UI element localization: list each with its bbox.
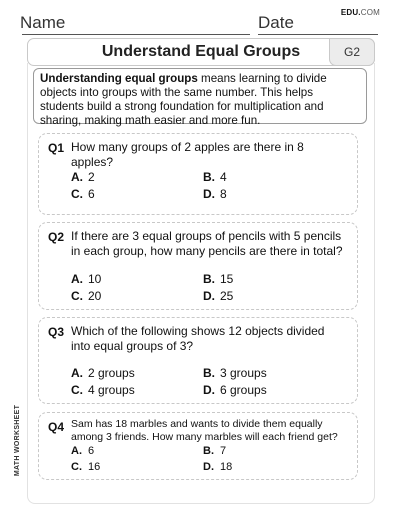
side-label: MATH WORKSHEET [14,404,22,477]
name-line[interactable] [22,34,250,35]
question-card-1 [38,133,358,215]
question-number: Q2 [48,230,65,244]
option-d[interactable]: D. 25 [203,289,234,303]
option-d[interactable]: D. 18 [203,461,233,473]
date-label: Date [258,13,294,32]
option-b[interactable]: B. 7 [203,445,227,457]
option-b[interactable]: B. 15 [203,272,234,286]
grade-badge: G2 [329,38,375,66]
question-number: Q4 [48,420,65,434]
intro-box [33,68,367,127]
option-a[interactable]: A. 2 [71,170,95,184]
header [20,10,380,32]
option-c[interactable]: C. 16 [71,461,101,473]
option-a[interactable]: A. 2 groups [71,366,135,380]
question-text: If there are 3 equal groups of pencils with 5 pencils in each group, how many pencils are there in total? [71,229,343,258]
option-b[interactable]: B. 3 groups [203,366,267,380]
option-d[interactable]: D. 6 groups [203,383,267,397]
question-text: Which of the following shows 12 objects divided into equal groups of 3? [71,324,325,353]
option-a[interactable]: A. 10 [71,272,102,286]
question-card-2 [38,222,358,310]
intro-text: means learning to divide objects into groups with the same number. This helps students build a strong foundation for multiplication and sharing, making math easier and more fun. [40,72,327,127]
question-text: How many groups of 2 apples are there in 8 apples? [71,140,304,169]
page-title: Understand Equal Groups [101,43,301,60]
question-card-3 [38,317,358,404]
option-d[interactable]: D. 8 [203,187,227,201]
option-c[interactable]: C. 6 [71,187,95,201]
question-number: Q1 [48,141,65,155]
name-label: Name [20,13,66,32]
brand-logo: EDU.COM [340,8,380,17]
question-card-4 [38,412,358,480]
option-c[interactable]: C. 20 [71,289,102,303]
intro-bold: Understanding equal groups [40,72,198,85]
question-number: Q3 [48,325,65,339]
date-line[interactable] [258,34,378,35]
option-a[interactable]: A. 6 [71,445,95,457]
question-text: Sam has 18 marbles and wants to divide them equally among 3 friends. How many marbles will each friend get? [71,418,338,443]
title-bar [27,38,375,66]
option-c[interactable]: C. 4 groups [71,383,135,397]
option-b[interactable]: B. 4 [203,170,227,184]
